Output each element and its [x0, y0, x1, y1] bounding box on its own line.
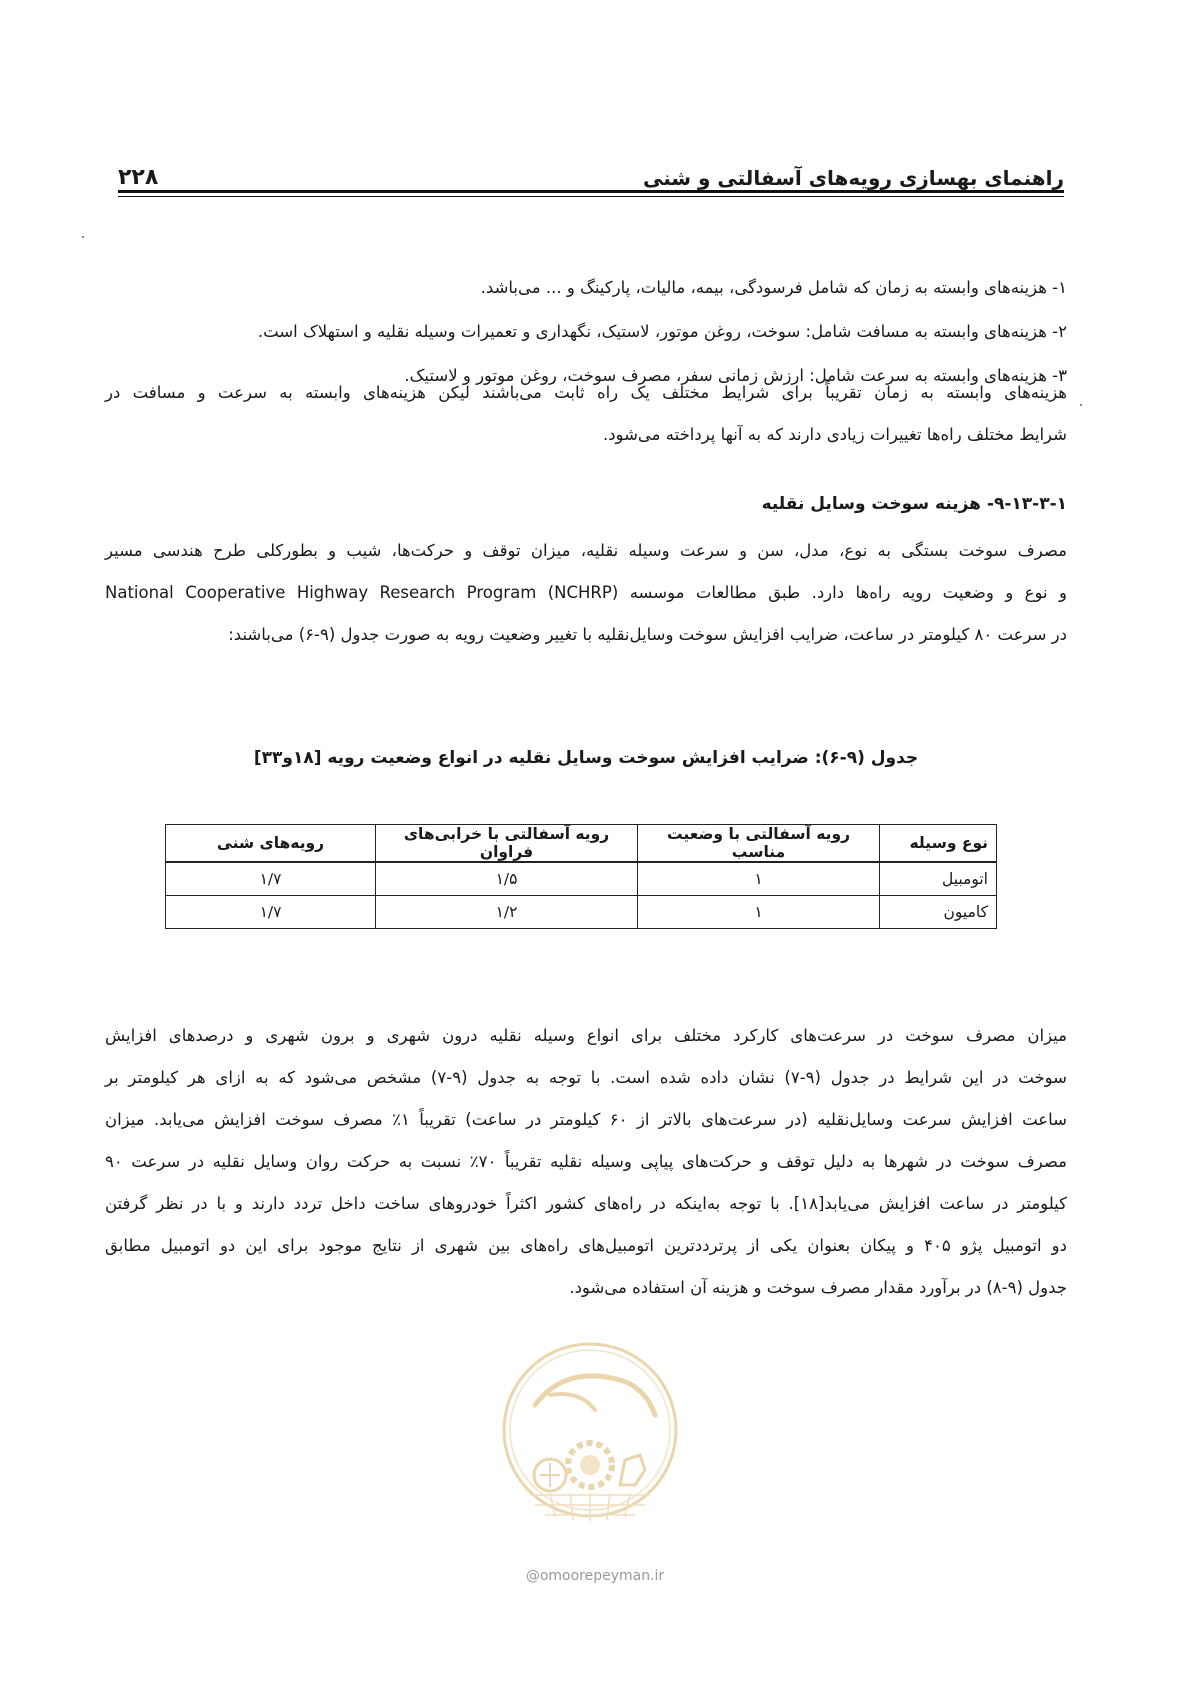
paragraph-line: و نوع و وضعیت رویه راه‌ها دارد. طبق مطالعات موسسه (National Cooperative Highway Research Program (NCHRP: [105, 583, 1067, 602]
paragraph-line: میزان مصرف سوخت در سرعت‌های کارکرد مختلف برای انواع وسیله نقلیه درون شهری و برون شهری و درصدهای افزایش: [105, 1026, 1067, 1045]
paragraph-line: کیلومتر در ساعت افزایش می‌یابد[۱۸]. با توجه به‌اینکه در راه‌های کشور اکثراً خودروهای ساخت داخل تردد دارند و با در نظر گرفتن: [105, 1194, 1067, 1213]
paragraph-line: دو اتومبیل پژو ۴۰۵ و پیکان بعنوان یکی از پرترددترین اتومبیل‌های راه‌های بین شهری از نتایج موجود برای این دو اتومبیل مطابق: [105, 1236, 1067, 1255]
section-heading: ۹-۱۳-۳-۱- هزینه سوخت وسایل نقلیه: [761, 494, 1067, 514]
table-cell: ۱: [638, 896, 880, 929]
column-header: رویه‌های شنی: [166, 825, 376, 863]
paragraph-2: [105, 530, 1067, 656]
watermark-logo: [495, 1335, 685, 1565]
scan-speck: [1080, 404, 1082, 406]
paragraph-line: جدول (۹-۸) در برآورد مقدار مصرف سوخت و هزینه آن استفاده می‌شود.: [569, 1278, 1067, 1297]
paragraph-line: ساعت افزایش سرعت وسایل‌نقلیه (در سرعت‌های بالاتر از ۶۰ کیلومتر در ساعت) تقریباً ۱٪ مصرف سوخت افزایش می‌یابد. میزان: [105, 1110, 1068, 1129]
table-row: [166, 896, 997, 929]
table-cell: ۱/۷: [166, 862, 376, 896]
table-caption: جدول (۹-۶): ضرایب افزایش سوخت وسایل نقلیه در انواع وضعیت رویه [۱۸و۳۳]: [253, 748, 919, 768]
table-header-row: [166, 825, 997, 863]
paragraph-line: هزینه‌های وابسته به زمان تقریباً برای شرایط مختلف یک راه ثابت می‌باشند لیکن هزینه‌های وابسته به سرعت و مسافت در: [105, 383, 1067, 402]
list-item: ۳- هزینه‌های وابسته به سرعت شامل: ارزش زمانی سفر، مصرف سوخت، روغن موتور و لاستیک.: [404, 366, 1067, 385]
column-header: نوع وسیله: [880, 825, 997, 863]
page-number: ۲۲۸: [118, 165, 159, 190]
table-cell: ۱/۵: [376, 862, 638, 896]
header-rule: [118, 190, 1064, 193]
table-row: [166, 862, 997, 896]
table-cell: کامیون: [880, 896, 997, 929]
paragraph-line: در سرعت ۸۰ کیلومتر در ساعت، ضرایب افزایش سوخت وسایل‌نقلیه با تغییر وضعیت رویه به صورت جدول (۹-۶) می‌باشند:: [228, 625, 1067, 644]
running-title: راهنمای بهسازی رویه‌های آسفالتی و شنی: [642, 166, 1064, 190]
list-item: ۲- هزینه‌های وابسته به مسافت شامل: سوخت، روغن موتور، لاستیک، نگهداری و تعمیرات وسیله نقلیه و استهلاک است.: [257, 322, 1067, 341]
paragraph-line: مصرف سوخت بستگی به نوع، مدل، سن و سرعت وسیله نقلیه، میزان توقف و حرکت‌ها، شیب و بطورکلی طرح هندسی مسیر: [105, 541, 1067, 560]
paragraph-line: شرایط مختلف راه‌ها تغییرات زیادی دارند که به آنها پرداخته می‌شود.: [602, 425, 1067, 444]
column-header: رویه آسفالتی با خرابی‌های فراوان: [376, 825, 638, 863]
page-header: [118, 150, 1064, 190]
table-cell: اتومبیل: [880, 862, 997, 896]
paragraph-1: [105, 372, 1067, 456]
fuel-coefficient-table: [165, 824, 997, 929]
paragraph-line: سوخت در این شرایط در جدول (۹-۷) نشان داده شده است. با توجه به جدول (۹-۷) مشخص می‌شود که به ازای هر کیلومتر بر: [105, 1068, 1068, 1087]
list-item: ۱- هزینه‌های وابسته به زمان که شامل فرسودگی، بیمه، مالیات، پارکینگ و ... می‌باشد.: [480, 278, 1067, 297]
paragraph-line: مصرف سوخت در شهرها به دلیل توقف و حرکت‌های پیاپی وسیله نقلیه تقریباً ۷۰٪ نسبت به حرکت روان وسایل نقلیه در سرعت ۹۰: [105, 1152, 1067, 1171]
watermark-site: @omoorepeyman.ir: [525, 1568, 665, 1584]
column-header: رویه آسفالتی با وضعیت مناسب: [638, 825, 880, 863]
table-cell: ۱/۷: [166, 896, 376, 929]
header-rule-thin: [118, 196, 1064, 197]
paragraph-3: [105, 1015, 1067, 1309]
scan-speck: [82, 236, 84, 238]
table-cell: ۱: [638, 862, 880, 896]
table-cell: ۱/۲: [376, 896, 638, 929]
